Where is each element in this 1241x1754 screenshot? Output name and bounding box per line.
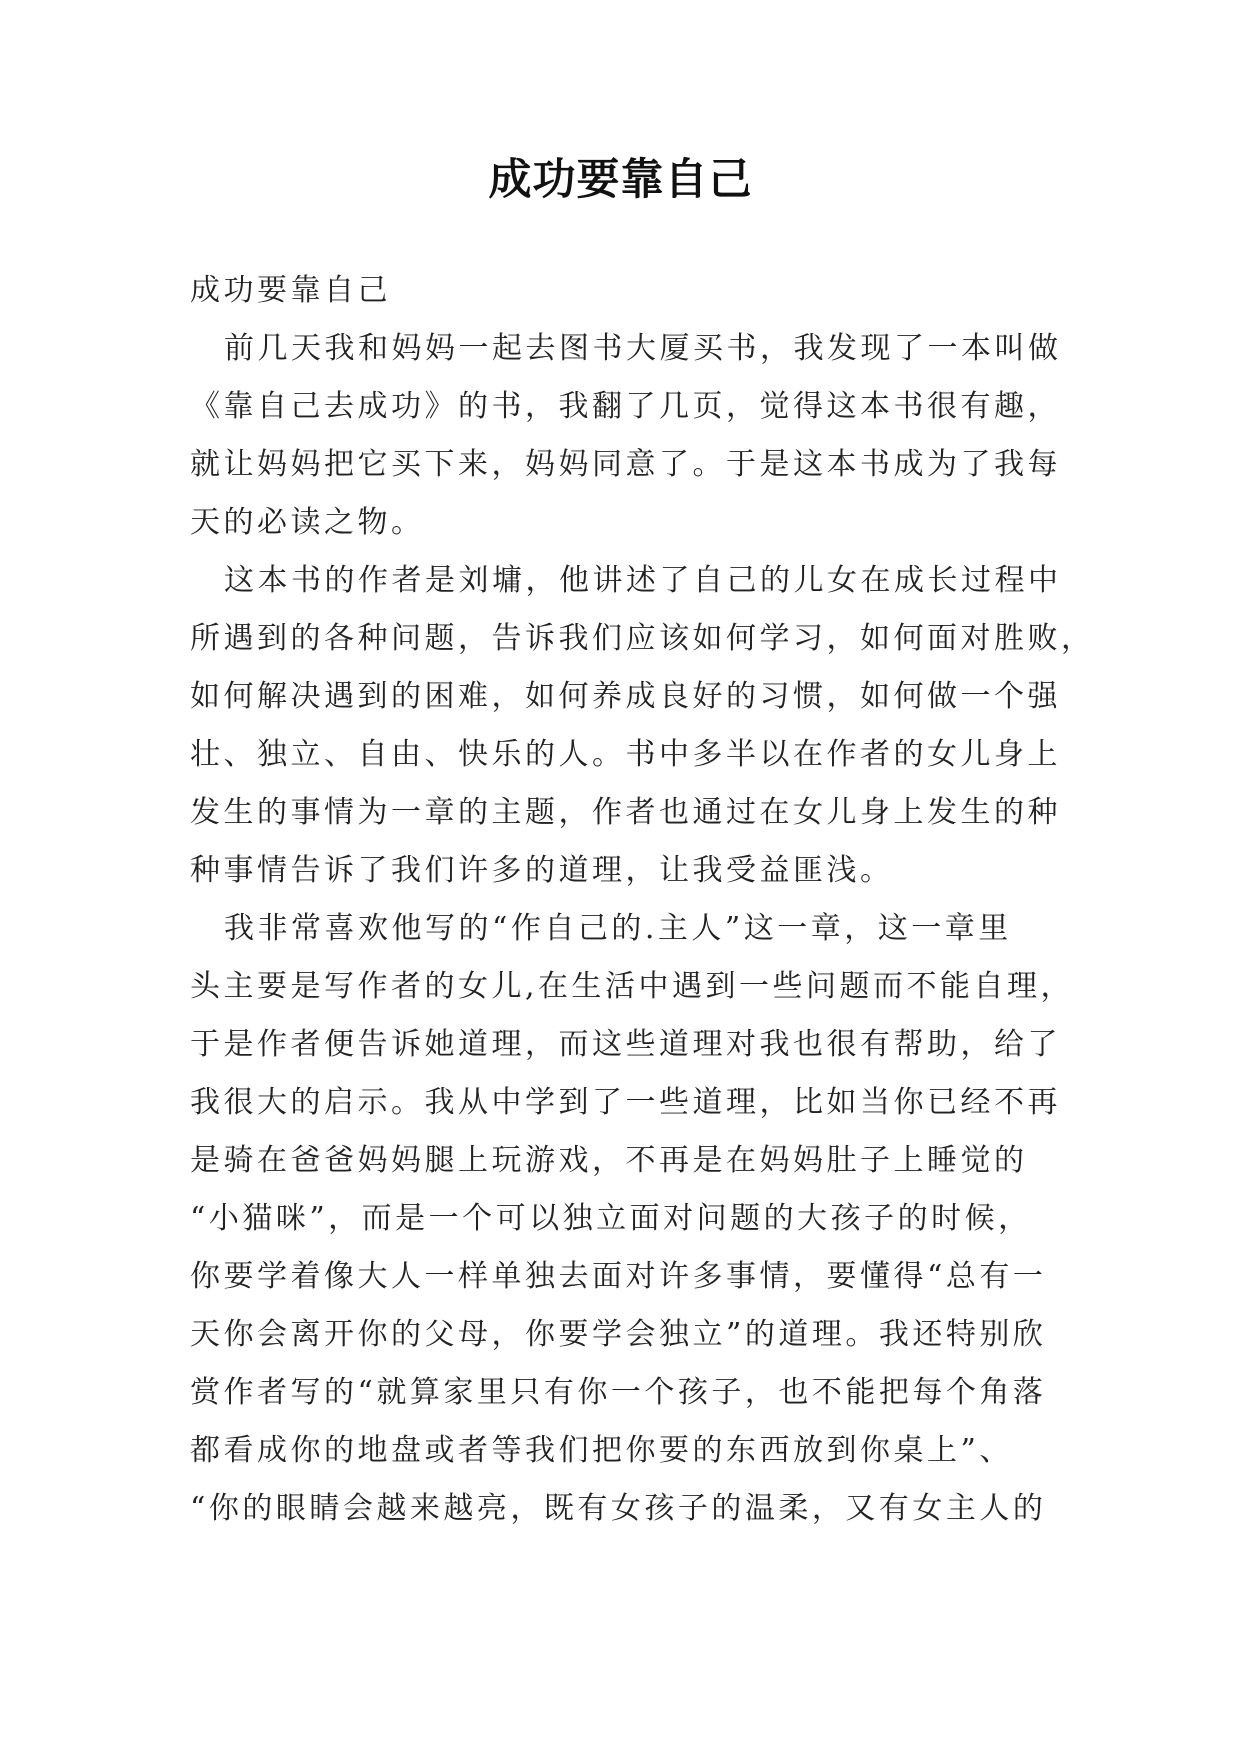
text-line: 是骑在爸爸妈妈腿上玩游戏，不再是在妈妈肚子上睡觉的 [190, 1143, 1028, 1178]
text-line: 前几天我和妈妈一起去图书大厦买书，我发现了一本叫做 [224, 331, 1062, 366]
text-line: 天你会离开你的父母，你要学会独立”的道理。我还特别欣 [190, 1317, 1047, 1352]
text-line: 你要学着像大人一样单独去面对许多事情，要懂得“总有一 [190, 1259, 1047, 1294]
paragraph-2 [190, 552, 1095, 900]
text-line: 我非常喜欢他写的“作自己的.主人”这一章，这一章里 [224, 911, 1012, 946]
text-line: 就让妈妈把它买下来，妈妈同意了。于是这本书成为了我每 [190, 447, 1061, 482]
text-line: 都看成你的地盘或者等我们把你要的东西放到你桌上”、 [190, 1433, 1013, 1468]
text-line: 我很大的启示。我从中学到了一些道理，比如当你已经不再 [190, 1085, 1061, 1120]
paragraph-3 [190, 900, 1075, 1538]
text-line: 所遇到的各种问题，告诉我们应该如何学习，如何面对胜败， [190, 621, 1095, 656]
text-line: 发生的事情为一章的主题，作者也通过在女儿身上发生的种 [190, 795, 1061, 830]
text-line: 种事情告诉了我们许多的道理，让我受益匪浅。 [190, 853, 894, 888]
text-line: 赏作者写的“就算家里只有你一个孩子，也不能把每个角落 [190, 1375, 1047, 1410]
text-line: 壮、独立、自由、快乐的人。书中多半以在作者的女儿身上 [190, 737, 1061, 772]
text-line: “你的眼睛会越来越亮，既有女孩子的温柔，又有女主人的 [190, 1491, 1047, 1526]
paragraph-1 [190, 320, 1062, 552]
text-line: 如何解决遇到的困难，如何养成良好的习惯，如何做一个强 [190, 679, 1061, 714]
text-line: “小猫咪”，而是一个可以独立面对问题的大孩子的时候， [190, 1201, 1032, 1236]
text-line: 《靠自己去成功》的书，我翻了几页，觉得这本书很有趣， [190, 389, 1061, 424]
text-line: 天的必读之物。 [190, 505, 425, 540]
text-line: 于是作者便告诉她道理，而这些道理对我也很有帮助，给了 [190, 1027, 1061, 1062]
text-line: 头主要是写作者的女儿,在生活中遇到一些问题而不能自理， [190, 969, 1075, 1004]
document-body [190, 262, 1095, 1538]
text-line: 这本书的作者是刘墉，他讲述了自己的儿女在成长过程中 [224, 563, 1062, 598]
subtitle-line: 成功要靠自己 [190, 273, 391, 308]
document-title: 成功要靠自己 [488, 155, 753, 205]
